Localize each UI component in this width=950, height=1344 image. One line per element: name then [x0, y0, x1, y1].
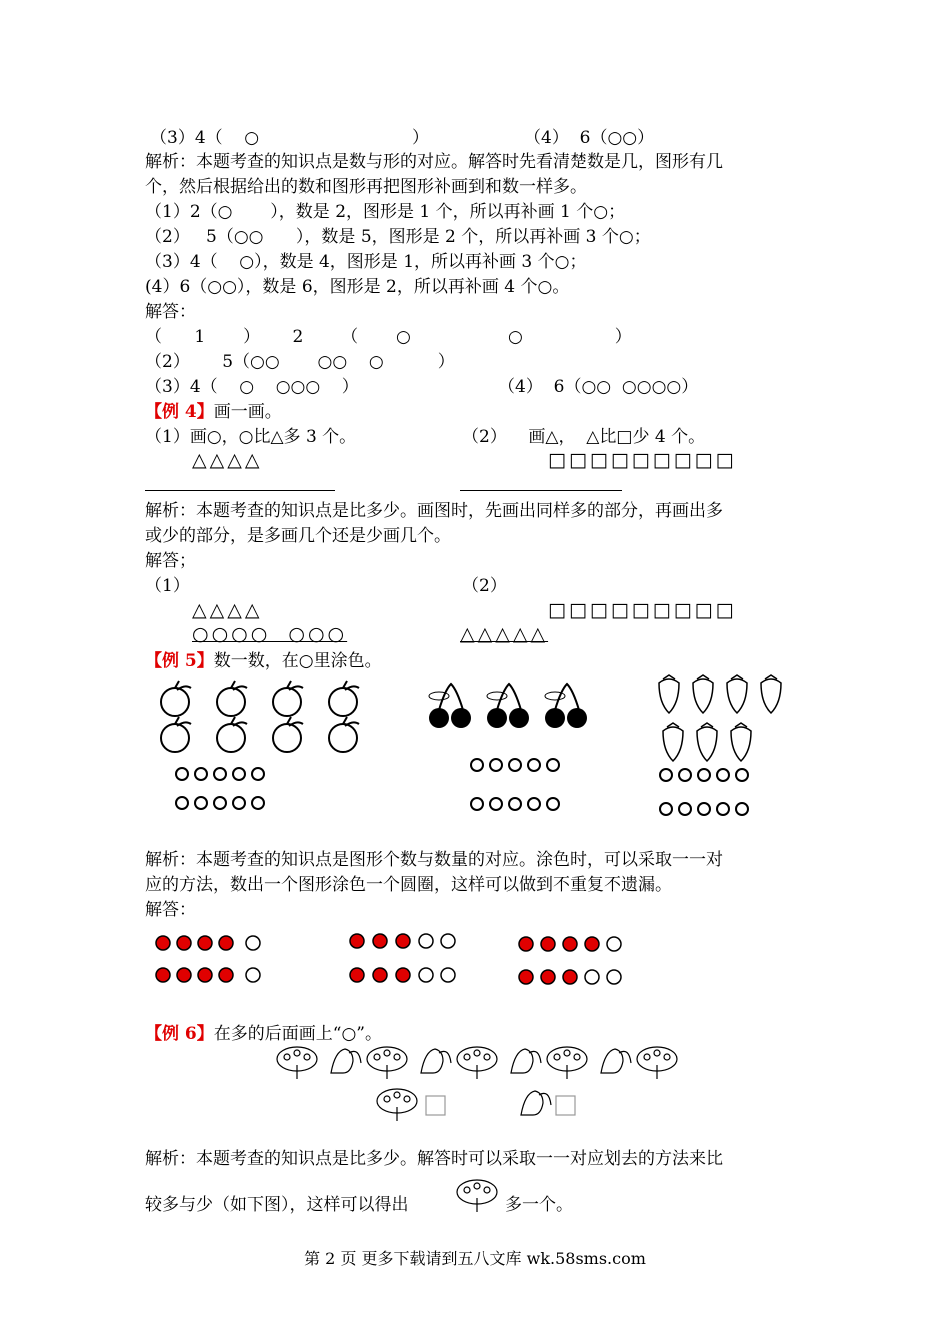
line-4-question: （4） 6（○○） [524, 128, 655, 148]
peacock-squirrel-rows [275, 1043, 695, 1123]
example-5-title: 数一数，在○里涂色。 [213, 651, 382, 671]
analysis-1-line1: 解析：本题考查的知识点是数与形的对应。解答时先看清楚数是几，图形有几 [145, 152, 723, 172]
answer-row-3: （3）4（ ○ ○○○ ） [145, 377, 359, 397]
analysis-1-line2: 个，然后根据给出的数和图形再把图形补画到和数一样多。 [145, 177, 587, 197]
answer-triangles: △△△△ [192, 599, 263, 621]
analysis-5-line1: 解析：本题考查的知识点是图形个数与数量的对应。涂色时，可以采取一一对 [145, 850, 723, 870]
answer-label-1: 解答： [145, 302, 196, 322]
example-4-title: 画一画。 [213, 402, 282, 422]
line-3-question: （3）4（ ○ [150, 128, 260, 148]
step-1: （1）2（○ ），数是 2，图形是 1 个，所以再补画 1 个○； [145, 202, 626, 222]
example-4-tag: 【例 4】 [145, 402, 214, 422]
answer-triangles-2: △△△△△ [460, 623, 549, 645]
colored-circles-answer [0, 930, 700, 1000]
example-4-heading [145, 401, 282, 423]
apples-icon [155, 680, 375, 760]
empty-circles-groups [0, 760, 800, 820]
step-2: （2） 5（○○ ），数是 5，图形是 2 个，所以再补画 3 个○； [145, 227, 651, 247]
answer-circles: ○○○○ ○○○ [192, 623, 348, 645]
answer-row-2: （2） 5（○○ ○○ ○ ） [145, 352, 455, 372]
example-5-tag: 【例 5】 [145, 651, 214, 671]
answer-row-1: （ 1 ） 2 （ ○ ○ ） [145, 327, 632, 347]
answer-4-part2: （2） [462, 576, 507, 596]
line-3-close: ） [412, 128, 429, 148]
example-4-q2: （2） 画△， △比□少 4 个。 [462, 427, 706, 447]
answer-label-5: 解答： [145, 900, 196, 920]
analysis-6-line2b: 多一个。 [505, 1195, 573, 1215]
analysis-4-line2: 或少的部分，是多画几个还是少画几个。 [145, 526, 451, 546]
cherries-icon [425, 680, 605, 740]
answer-row-4: （4） 6（○○ ○○○○） [498, 377, 699, 397]
analysis-6-line1: 解析：本题考查的知识点是比多少。解答时可以采取一一对应划去的方法来比 [145, 1149, 723, 1169]
analysis-4-line1: 解析：本题考查的知识点是比多少。画图时，先画出同样多的部分，再画出多 [145, 501, 723, 521]
squares-row: □□□□□□□□□ [548, 449, 737, 471]
example-5-heading [145, 650, 382, 672]
example-6-title: 在多的后面画上“○”。 [213, 1024, 382, 1044]
answer-line-1 [145, 490, 335, 491]
answer-4-part1: （1） [145, 576, 190, 596]
strawberries-icon [655, 673, 795, 768]
answer-squares: □□□□□□□□□ [548, 599, 737, 621]
step-3: （3）4（ ○），数是 4，图形是 1，所以再补画 3 个○； [145, 252, 587, 272]
analysis-5-line2: 应的方法，数出一个图形涂色一个圆圈，这样可以做到不重复不遗漏。 [145, 875, 672, 895]
answer-label-4: 解答； [145, 551, 196, 571]
answer-line-2 [460, 490, 622, 491]
peacock-icon [455, 1176, 505, 1216]
analysis-6-line2a: 较多与少（如下图），这样可以得出 [145, 1195, 409, 1215]
step-4: (4）6（○○），数是 6，图形是 2，所以再补画 4 个○。 [145, 277, 570, 297]
page-footer: 第 2 页 更多下载请到五八文库 wk.58sms.com [304, 1249, 646, 1268]
example-4-q1: （1）画○，○比△多 3 个。 [145, 427, 357, 447]
example-6-heading [145, 1023, 382, 1045]
triangles-row: △△△△ [192, 449, 263, 471]
example-6-tag: 【例 6】 [145, 1024, 214, 1044]
